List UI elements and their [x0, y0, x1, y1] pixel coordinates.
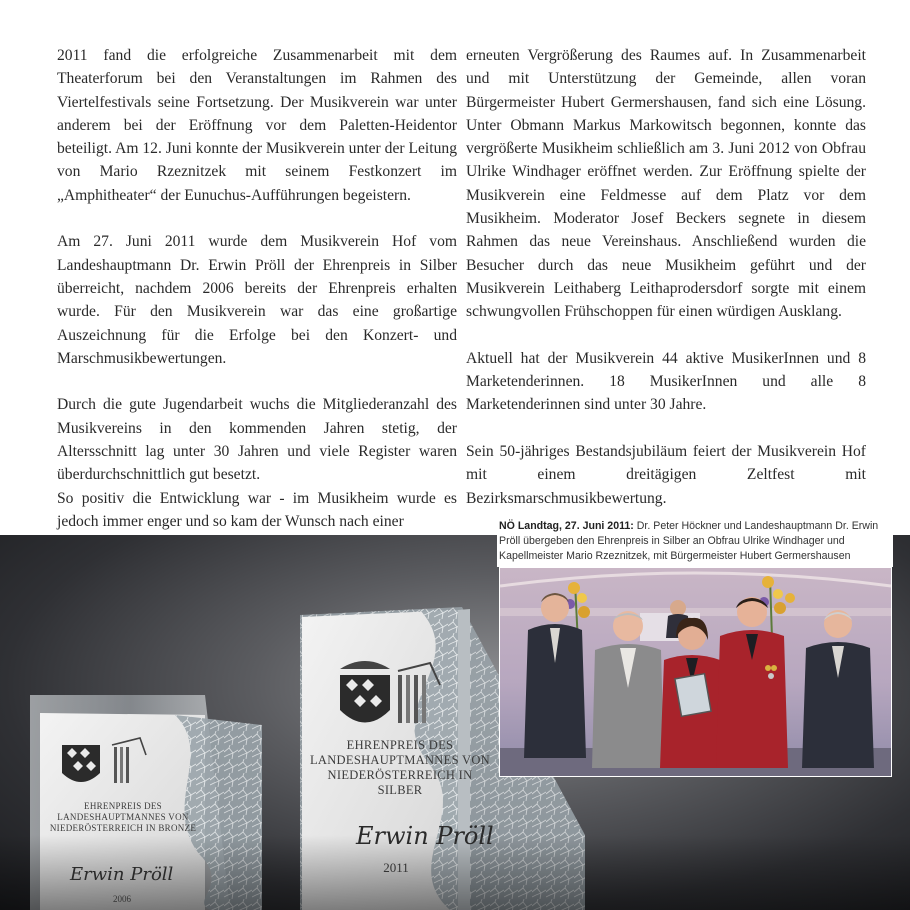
- photo-caption: [497, 517, 893, 567]
- silver-plaque-year: 2011: [383, 860, 409, 875]
- caption-lead: NÖ Landtag, 27. Juni 2011:: [499, 520, 634, 532]
- left-paragraph-3: Durch die gute Jugendarbeit wuchs die Mitgliederanzahl des Musikvereins in den kommenden Jahren stetig, der Altersschnitt lag unter 30 Jahren und viele Register waren überdurchschnittlich gut besetzt.: [57, 396, 457, 484]
- right-text-column: [466, 44, 866, 510]
- bronze-plaque-inscription: EHRENPREIS DES LANDESHAUPTMANNES VON NIEDERÖSTERREICH IN BRONZE: [49, 801, 197, 833]
- award-ceremony-photo: [499, 567, 892, 777]
- bronze-plaque-year: 2006: [113, 894, 131, 904]
- ceremony-illustration: [500, 568, 891, 776]
- bronze-plaque-signature: Erwin Pröll: [70, 864, 174, 885]
- right-paragraph-3: Sein 50-jähriges Bestandsjubiläum feiert der Musikverein Hof mit einem dreitägigen Zeltfest mit Bezirksmarschmusikbewertung.: [466, 443, 866, 507]
- silver-plaque-inscription: EHRENPREIS DES LANDESHAUPTMANNES VON NIEDERÖSTERREICH IN SILBER: [309, 738, 491, 797]
- left-paragraph-1: 2011 fand die erfolgreiche Zusammenarbeit mit dem Theaterforum bei den Veranstaltungen im Rahmen des Viertelfestivals seine Fortsetzung. Der Musikverein war unter anderem bei der Eröffnung vor dem Paletten-Heidentor beteiligt. Am 12. Juni konnte der Musikverein unter der Leitung von Mario Rzeznitzek mit seinem Festkonzert im „Amphitheater“ der Eunuchus-Aufführungen begeistern.: [57, 47, 457, 204]
- right-paragraph-1: erneuten Vergrößerung des Raumes auf. In Zusammenarbeit und mit Unterstützung der Gemeinde, allen voran Bürgermeister Hubert Germershausen, fand sich eine Lösung. Unter Obmann Markus Markowitsch begonnen, konnte das vergrößerte Musikheim schließlich am 3. Juni 2012 von Obfrau Ulrike Windhager eröffnet werden. Zur Eröffnung spielte der Musikverein eine Feldmesse auf dem Platz vor dem Musikheim. Moderator Josef Beckers segnete in diesem Rahmen das neue Vereinshaus. Anschließend wurden die Besucher durch das neue Musikheim geführt und der Musikverein Leithaberg Leithaprodersdorf sorgte mit einem schwungvollen Frühschoppen für einen würdigen Ausklang.: [466, 47, 866, 321]
- left-paragraph-2: Am 27. Juni 2011 wurde dem Musikverein Hof vom Landeshauptmann Dr. Erwin Pröll der Ehrenpreis in Silber überreicht, nachdem 2006 bereits der Ehrenpreis erhalten wurde. Für den Musikverein war das eine großartige Auszeichnung für die Erfolge bei den Konzert- und Marschmusikbewertungen.: [57, 233, 457, 367]
- silver-plaque-signature: Erwin Pröll: [356, 822, 494, 850]
- right-paragraph-2: Aktuell hat der Musikverein 44 aktive MusikerInnen und 8 Marketenderinnen. 18 MusikerInnen und alle 8 Marketenderinnen sind unter 30 Jahre.: [466, 349, 866, 414]
- caption-text: Dr. Peter Höckner und Landeshauptmann Dr. Erwin Pröll übergeben den Ehrenpreis in Silber an Obfrau Ulrike Windhager und Kapellmeister Mario Rzeznitzek, mit Bürgermeister Hubert Germershausen: [499, 520, 879, 562]
- left-paragraph-4: So positiv die Entwicklung war - im Musikheim wurde es jedoch immer enger und so kam der Wunsch nach einer: [57, 489, 457, 530]
- left-text-column: [57, 44, 457, 533]
